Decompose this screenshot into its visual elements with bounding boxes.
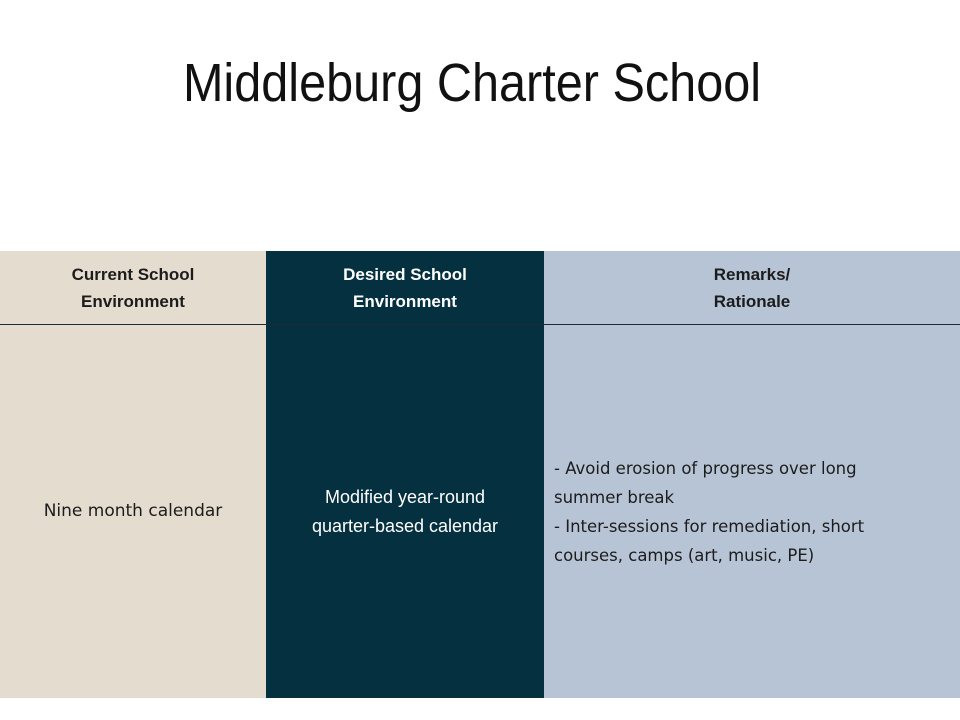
- remarks-line: - Avoid erosion of progress over long: [554, 458, 857, 478]
- header-remarks-rationale: [544, 251, 960, 325]
- remarks-line: - Inter-sessions for remediation, short: [554, 516, 865, 536]
- header-current-line2: Environment: [81, 291, 185, 311]
- comparison-table: [0, 251, 960, 698]
- header-current-line1: Current School: [71, 264, 195, 284]
- cell-desired-environment: [266, 325, 544, 698]
- header-desired-line1: Desired School: [343, 264, 467, 284]
- column-current-environment: [0, 251, 266, 698]
- cell-current-environment: Nine month calendar: [43, 501, 223, 521]
- cell-remarks-rationale: [544, 325, 960, 698]
- remarks-line: summer break: [554, 487, 675, 507]
- header-desired-line2: Environment: [353, 291, 457, 311]
- header-remarks-line1: Remarks/: [713, 264, 791, 284]
- desired-line2: quarter-based calendar: [311, 515, 499, 536]
- header-current-environment: [0, 251, 266, 325]
- header-remarks-line2: Rationale: [713, 291, 791, 311]
- column-remarks-rationale: [544, 251, 960, 698]
- desired-line1: Modified year-round: [324, 486, 486, 507]
- column-desired-environment: [266, 251, 544, 698]
- remarks-line: courses, camps (art, music, PE): [554, 545, 815, 565]
- header-desired-environment: [266, 251, 544, 325]
- slide-title: Middleburg Charter School: [182, 53, 762, 113]
